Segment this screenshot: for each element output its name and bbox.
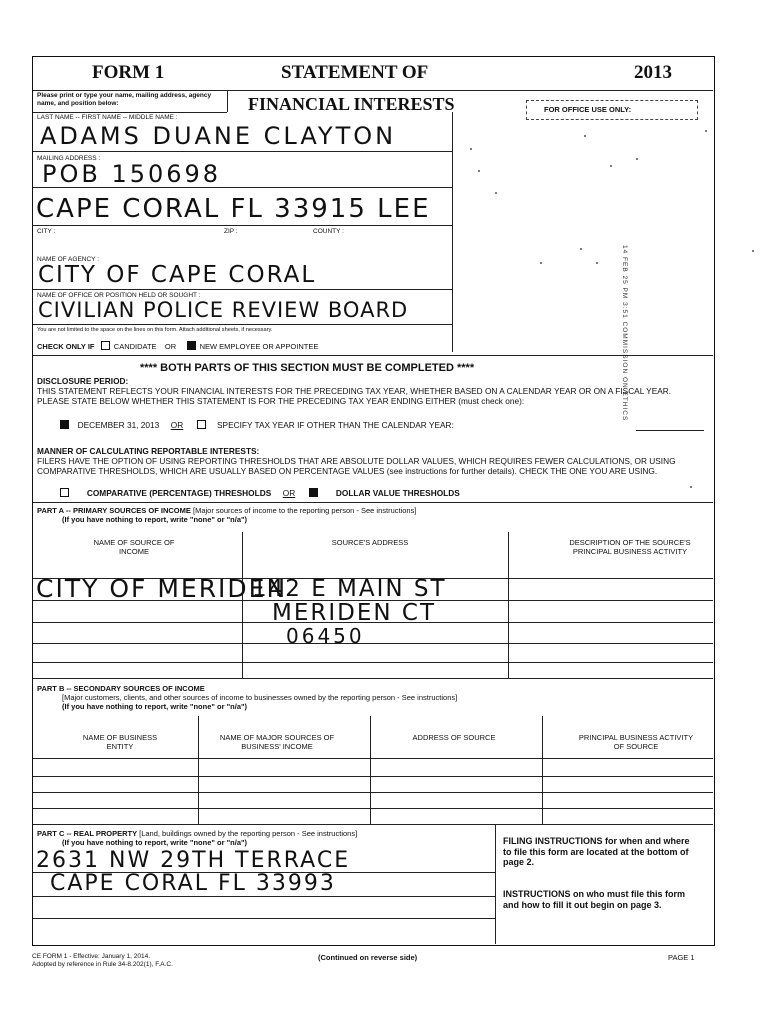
period-text: THIS STATEMENT REFLECTS YOUR FINANCIAL INTERESTS FOR THE PRECEDING TAX YEAR, WHETHER BASED ON A CALENDAR YEAR OR ON A FISCAL YEAR. PLEASE STATE BELOW WHETHER THIS STATEMENT IS FOR THE PRECEDING TAX YEAR ENDING EITHER (must check one): bbox=[37, 386, 672, 406]
manner-title: MANNER OF CALCULATING REPORTABLE INTERESTS: bbox=[37, 446, 260, 456]
part-c-title: PART C -- REAL PROPERTY bbox=[37, 829, 138, 838]
name-label: LAST NAME -- FIRST NAME -- MIDDLE NAME : bbox=[37, 114, 178, 121]
part-b-col4: PRINCIPAL BUSINESS ACTIVITY OF SOURCE bbox=[578, 733, 694, 751]
disclosure-heading: **** BOTH PARTS OF THIS SECTION MUST BE COMPLETED **** bbox=[140, 362, 475, 374]
part-b-note: (If you have nothing to report, write "none" or "n/a") bbox=[62, 702, 248, 711]
part-a-row1-addr2: MERIDEN CT bbox=[272, 600, 437, 626]
part-b-col2: NAME OF MAJOR SOURCES OF BUSINESS' INCOME bbox=[219, 733, 335, 751]
part-c-subtitle: [Land, buildings owned by the reporting person - See instructions] bbox=[139, 829, 358, 838]
name-value: ADAMS DUANE CLAYTON bbox=[40, 122, 397, 150]
form-year: 2013 bbox=[634, 62, 672, 83]
period-title: DISCLOSURE PERIOD: bbox=[37, 376, 129, 386]
part-a-title-row bbox=[37, 506, 416, 515]
comparative-label: COMPARATIVE (PERCENTAGE) THRESHOLDS bbox=[86, 488, 272, 498]
footer-left-2: Adopted by reference in Rule 34-8.202(1), F.A.C. bbox=[32, 961, 173, 968]
agency-value: CITY OF CAPE CORAL bbox=[38, 262, 317, 288]
check-only-label: CHECK ONLY IF bbox=[37, 342, 95, 351]
part-a-row1-addr1: 142 E MAIN ST bbox=[252, 576, 447, 602]
part-a-col2: SOURCE'S ADDRESS bbox=[331, 538, 409, 547]
form-frame bbox=[32, 56, 715, 946]
period-options bbox=[60, 420, 454, 430]
threshold-or: OR bbox=[282, 488, 296, 498]
part-a-row1-name: CITY OF MERIDEN bbox=[36, 574, 288, 603]
filing-instructions: FILING INSTRUCTIONS for when and where to file this form are located at the bottom of page 2. bbox=[503, 836, 690, 867]
dec31-checkbox[interactable] bbox=[60, 420, 69, 429]
title-line1: STATEMENT OF bbox=[281, 62, 429, 83]
position-value: CIVILIAN POLICE REVIEW BOARD bbox=[38, 298, 409, 322]
mailing-label: MAILING ADDRESS : bbox=[37, 155, 101, 162]
part-a-col3: DESCRIPTION OF THE SOURCE'S PRINCIPAL BUSINESS ACTIVITY bbox=[569, 538, 691, 556]
part-b-col3: ADDRESS OF SOURCE bbox=[412, 733, 496, 742]
specify-year-line[interactable] bbox=[636, 430, 704, 431]
print-instruction: Please print or type your name, mailing address, agency name, and position below: bbox=[37, 92, 212, 107]
threshold-options bbox=[60, 488, 460, 498]
city-line-value: CAPE CORAL FL 33915 LEE bbox=[36, 194, 431, 224]
candidate-checkbox[interactable] bbox=[101, 341, 110, 350]
candidate-label: CANDIDATE bbox=[113, 342, 157, 351]
footer-left-1: CE FORM 1 - Effective: January 1, 2014. bbox=[32, 953, 151, 960]
part-c-line2: CAPE CORAL FL 33993 bbox=[50, 871, 336, 896]
part-c-note: (If you have nothing to report, write "none" or "n/a") bbox=[62, 838, 248, 847]
part-a-subtitle: [Major sources of income to the reporting person - See instructions] bbox=[193, 506, 417, 515]
mailing-value: POB 150698 bbox=[42, 160, 222, 188]
form-number: FORM 1 bbox=[92, 62, 165, 83]
position-label: NAME OF OFFICE OR POSITION HELD OR SOUGHT : bbox=[37, 292, 201, 299]
part-a-col1: NAME OF SOURCE OF INCOME bbox=[93, 538, 175, 556]
specify-label: SPECIFY TAX YEAR IF OTHER THAN THE CALENDAR YEAR: bbox=[217, 420, 454, 430]
county-label: COUNTY : bbox=[313, 228, 344, 235]
who-instructions: INSTRUCTIONS on who must file this form and how to fill it out begin on page 3. bbox=[503, 889, 685, 910]
new-employee-label: NEW EMPLOYEE OR APPOINTEE bbox=[199, 342, 319, 351]
comparative-checkbox[interactable] bbox=[60, 488, 69, 497]
manner-text: FILERS HAVE THE OPTION OF USING REPORTING THRESHOLDS THAT ARE ABSOLUTE DOLLAR VALUES, WHICH REQUIRES FEWER CALCULATIONS, OR USING COMPARATIVE THRESHOLDS, WHICH ARE USUALLY BASED ON PERCENTAGE VALUES (see instructions for further details). CHECK THE ONE YOU ARE USING. bbox=[37, 456, 676, 476]
part-a-row1-addr3: 06450 bbox=[286, 624, 365, 648]
part-c-line1: 2631 NW 29TH TERRACE bbox=[36, 848, 351, 873]
title-line2: FINANCIAL INTERESTS bbox=[248, 94, 455, 114]
office-use-label: FOR OFFICE USE ONLY: bbox=[544, 105, 632, 114]
part-a-title: PART A -- PRIMARY SOURCES OF INCOME bbox=[37, 506, 191, 515]
city-label: CITY : bbox=[37, 228, 56, 235]
dollar-label: DOLLAR VALUE THRESHOLDS bbox=[335, 488, 460, 498]
zip-label: ZIP : bbox=[224, 228, 238, 235]
part-b-title: PART B -- SECONDARY SOURCES OF INCOME bbox=[37, 684, 205, 693]
part-b-subtitle: [Major customers, clients, and other sources of income to businesses owned by the reporting person - See instructions] bbox=[62, 693, 458, 702]
part-b-col1: NAME OF BUSINESS ENTITY bbox=[82, 733, 158, 751]
dec31-label: DECEMBER 31, 2013 bbox=[77, 420, 160, 430]
new-employee-checkbox[interactable] bbox=[187, 341, 196, 350]
agency-label: NAME OF AGENCY : bbox=[37, 256, 100, 263]
dollar-checkbox[interactable] bbox=[309, 488, 318, 497]
period-or: OR bbox=[170, 420, 184, 430]
part-a-note: (If you have nothing to report, write "none" or "n/a") bbox=[62, 515, 248, 524]
specify-checkbox[interactable] bbox=[197, 420, 206, 429]
check-only-row bbox=[37, 341, 318, 351]
space-note: You are not limited to the space on the lines on this form. Attach additional sheets, if necessary. bbox=[37, 327, 273, 333]
footer-right: PAGE 1 bbox=[668, 953, 695, 962]
part-c-title-row bbox=[37, 829, 357, 838]
footer-center: (Continued on reverse side) bbox=[318, 953, 418, 962]
received-stamp: 14 FEB 25 PM 3:51 COMMISSION ON ETHICS bbox=[621, 245, 628, 422]
check-or-label: OR bbox=[164, 342, 177, 351]
